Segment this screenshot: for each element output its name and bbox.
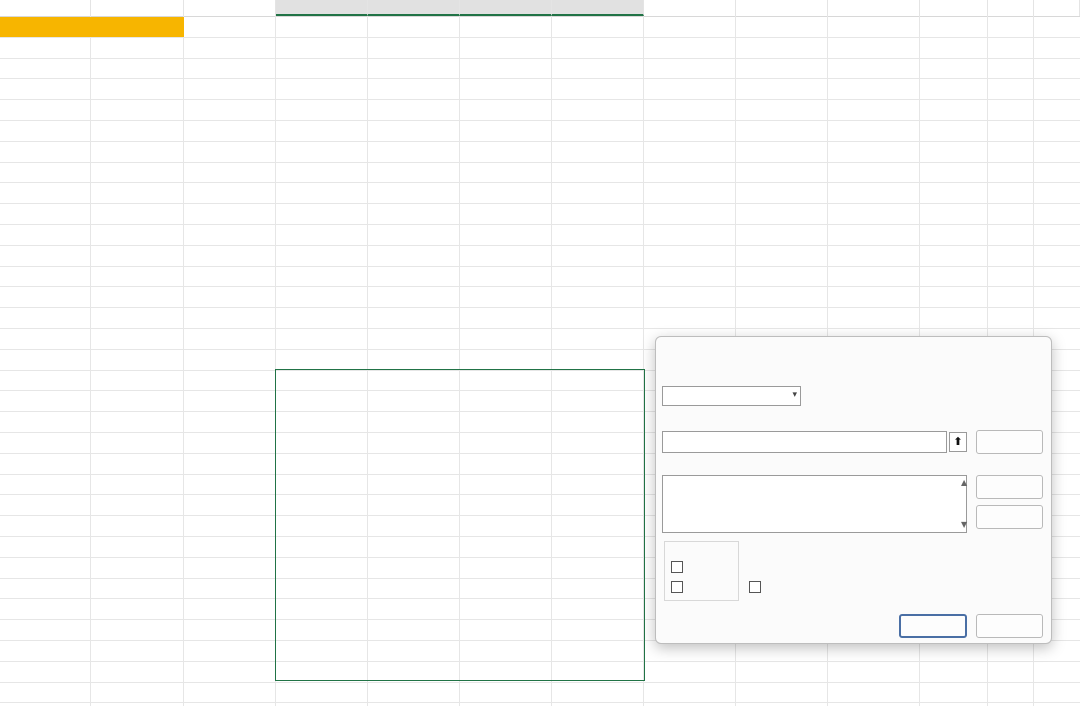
scroll-up-icon[interactable]: ▲ (961, 478, 968, 487)
column-header-c[interactable] (184, 0, 276, 16)
grid-line (0, 37, 1080, 38)
grid-line (0, 245, 1080, 246)
grid-line (0, 307, 1080, 308)
source-table-january (0, 17, 184, 37)
grid-line (0, 682, 1080, 683)
column-header-strip (0, 0, 1080, 17)
grid-line (0, 224, 1080, 225)
reference-input[interactable] (662, 431, 947, 453)
link-source-checkbox[interactable] (749, 581, 761, 593)
grid-line (0, 78, 1080, 79)
grid-line (0, 266, 1080, 267)
function-dropdown[interactable] (662, 386, 801, 406)
column-header-d[interactable] (276, 0, 368, 16)
grid-line (0, 141, 1080, 142)
grid-line (0, 58, 1080, 59)
column-header-k[interactable] (920, 0, 988, 16)
chevron-down-icon: ▾ (792, 390, 797, 400)
column-header-i[interactable] (736, 0, 828, 16)
column-header-f[interactable] (460, 0, 552, 16)
column-header-e[interactable] (368, 0, 460, 16)
add-button[interactable] (976, 475, 1043, 499)
grid-line (0, 203, 1080, 204)
grid-line (0, 120, 1080, 121)
grid-line (0, 702, 1080, 703)
grid-line (0, 286, 1080, 287)
header-cell[interactable] (0, 17, 91, 37)
header-cell[interactable] (91, 17, 184, 37)
browse-button[interactable] (976, 430, 1043, 454)
grid-line (0, 328, 1080, 329)
left-column-checkbox[interactable] (671, 581, 683, 593)
column-header-a[interactable] (0, 0, 91, 16)
collapse-dialog-icon[interactable]: ⬆ (949, 432, 967, 452)
grid-line (0, 661, 1080, 662)
top-row-checkbox[interactable] (671, 561, 683, 573)
column-header-m[interactable] (1034, 0, 1080, 16)
delete-button[interactable] (976, 505, 1043, 529)
column-header-g[interactable] (552, 0, 644, 16)
ok-button[interactable] (899, 614, 967, 638)
scroll-down-icon[interactable]: ▼ (961, 520, 968, 529)
column-header-l[interactable] (988, 0, 1034, 16)
all-references-list[interactable] (662, 475, 967, 533)
column-header-j[interactable] (828, 0, 920, 16)
grid-line (0, 99, 1080, 100)
column-header-b[interactable] (91, 0, 184, 16)
close-button[interactable] (976, 614, 1043, 638)
column-header-h[interactable] (644, 0, 736, 16)
consolidate-dialog (655, 336, 1052, 644)
grid-line (0, 162, 1080, 163)
grid-line (0, 182, 1080, 183)
